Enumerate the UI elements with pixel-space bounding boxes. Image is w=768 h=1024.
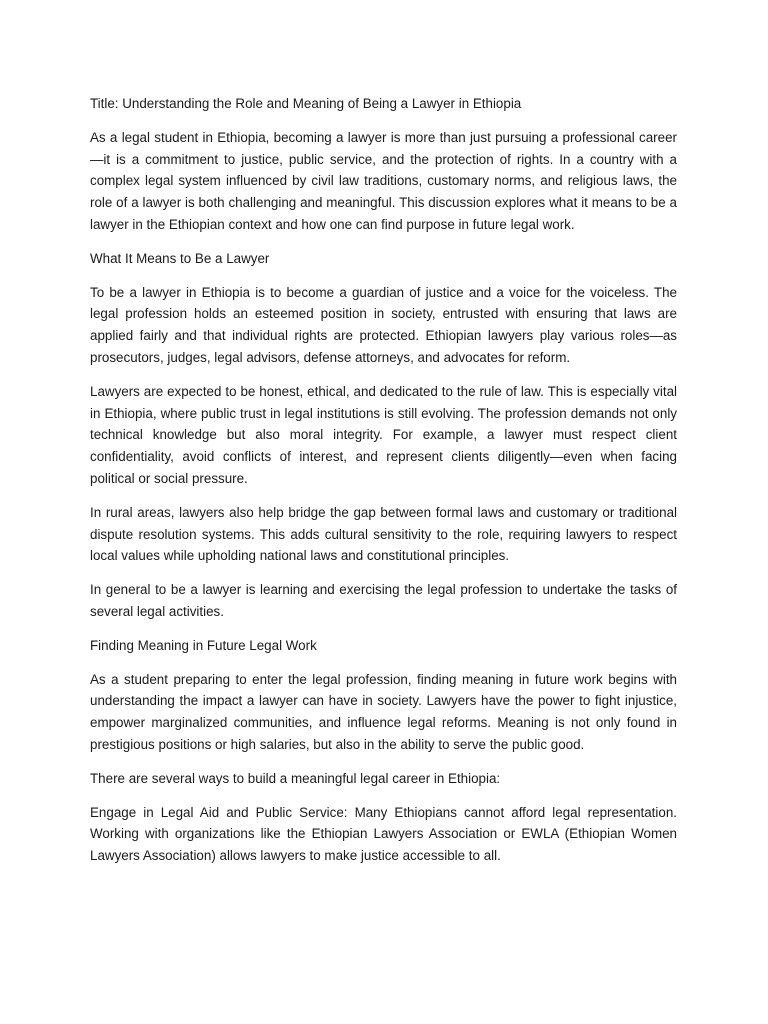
paragraph-in-general: In general to be a lawyer is learning and exercising the legal profession to undertake the tasks of several legal activities. (90, 582, 677, 619)
paragraph-guardian-of-justice: To be a lawyer in Ethiopia is to become a guardian of justice and a voice for the voiceless. The legal profession holds an esteemed position in society, entrusted with ensuring that laws are applied fairly and that individual rights are protected. Ethiopian lawyers play various roles—as prosecutors, judges, legal advisors, defense attorneys, and advocates for reform. (90, 284, 677, 365)
paragraph-legal-aid: Engage in Legal Aid and Public Service: Many Ethiopians cannot afford legal representation. Working with organizations like the Ethiopian Lawyers Association or EWLA (Ethiopian Women Lawyers Association) allows lawyers to make justice accessible to all. (90, 804, 677, 864)
paragraph-ethics: Lawyers are expected to be honest, ethical, and dedicated to the rule of law. This is especially vital in Ethiopia, where public trust in legal institutions is still evolving. The profession demands not only technical knowledge but also moral integrity. For example, a lawyer must respect client confidentiality, avoid conflicts of interest, and represent clients diligently—even when facing political or social pressure. (90, 383, 677, 486)
section-heading-what-it-means: What It Means to Be a Lawyer (90, 250, 270, 266)
paragraph-several-ways: There are several ways to build a meaningful legal career in Ethiopia: (90, 770, 501, 786)
paragraph-rural-areas: In rural areas, lawyers also help bridge the gap between formal laws and customary or traditional dispute resolution systems. This adds cultural sensitivity to the role, requiring lawyers to respect local values while upholding national laws and constitutional principles. (90, 504, 677, 564)
document-page (90, 93, 677, 879)
intro-paragraph: As a legal student in Ethiopia, becoming a lawyer is more than just pursuing a professional career—it is a commitment to justice, public service, and the protection of rights. In a country with a complex legal system influenced by civil law traditions, customary norms, and religious laws, the role of a lawyer is both challenging and meaningful. This discussion explores what it means to be a lawyer in the Ethiopian context and how one can find purpose in future legal work. (90, 129, 677, 232)
document-title: Title: Understanding the Role and Meaning of Being a Lawyer in Ethiopia (90, 96, 522, 111)
paragraph-student-preparing: As a student preparing to enter the legal profession, finding meaning in future work begins with understanding the impact a lawyer can have in society. Lawyers have the power to fight injustice, empower marginalized communities, and influence legal reforms. Meaning is not only found in prestigious positions or high salaries, but also in the ability to serve the public good. (90, 671, 677, 752)
section-heading-finding-meaning: Finding Meaning in Future Legal Work (90, 637, 317, 653)
